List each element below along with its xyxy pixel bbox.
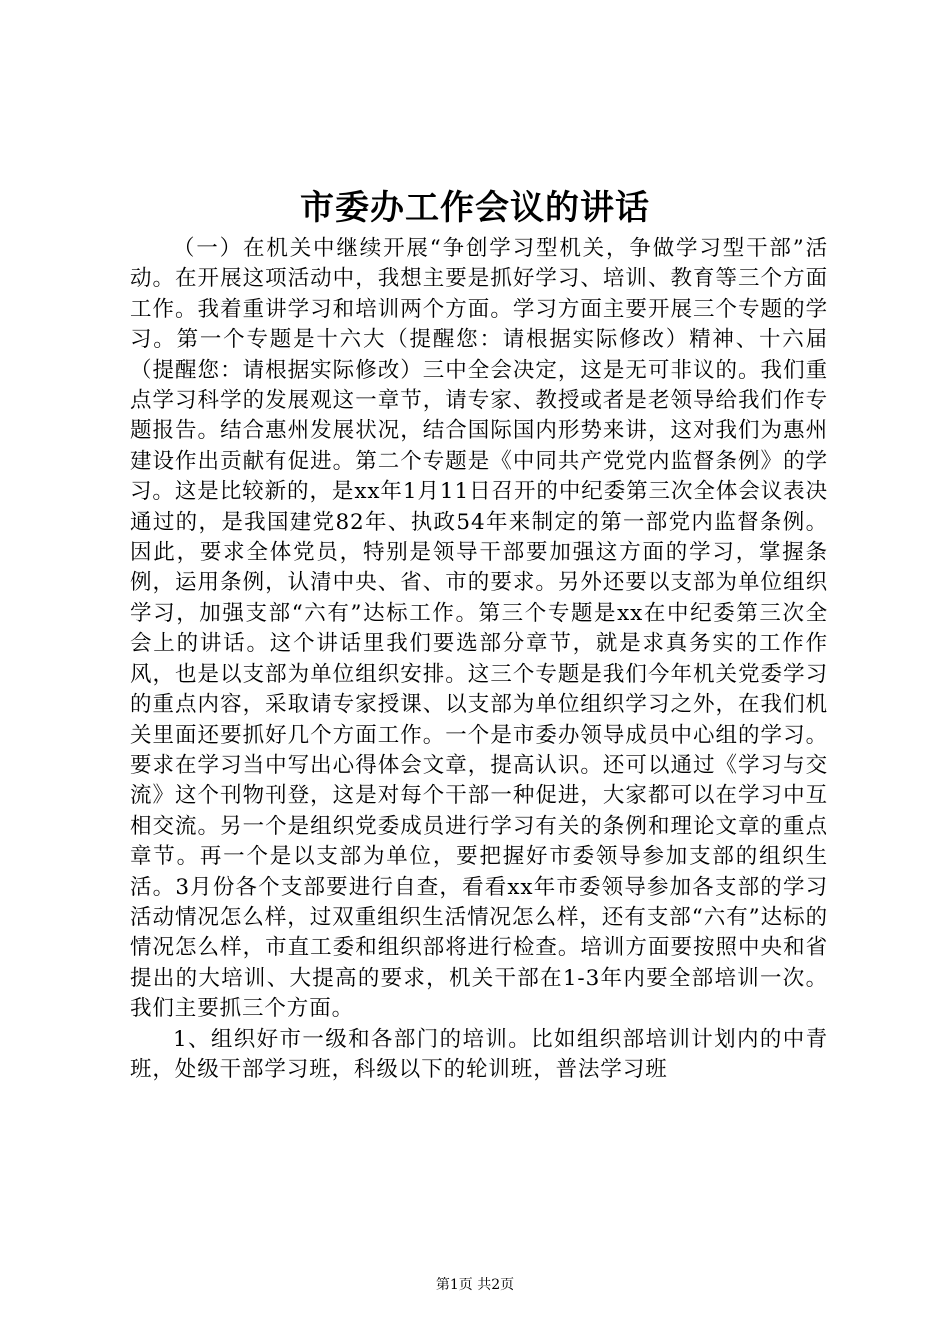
document-body (130, 234, 828, 1085)
paragraph-1: （一）在机关中继续开展“争创学习型机关，争做学习型干部”活动。在开展这项活动中，我想主要是抓好学习、培训、教育等三个方面工作。我着重讲学习和培训两个方面。学习方面主要开展三个专题的学习。第一个专题是十六大（提醒您：请根据实际修改）精神、十六届（提醒您：请根据实际修改）三中全会决定，这是无可非议的。我们重点学习科学的发展观这一章节，请专家、教授或者是老领导给我们作专题报告。结合惠州发展状况，结合国际国内形势来讲，这对我们为惠州建设作出贡献有促进。第二个专题是《中同共产党党内监督条例》的学习。这是比较新的，是xx年1月11日召开的中纪委第三次全体会议表决通过的，是我国建党82年、执政54年来制定的第一部党内监督条例。因此，要求全体党员，特别是领导干部要加强这方面的学习，掌握条例，运用条例，认清中央、省、市的要求。另外还要以支部为单位组织学习，加强支部“六有”达标工作。第三个专题是xx在中纪委第三次全会上的讲话。这个讲话里我们要选部分章节，就是求真务实的工作作风，也是以支部为单位组织安排。这三个专题是我们今年机关党委学习的重点内容，采取请专家授课、以支部为单位组织学习之外，在我们机关里面还要抓好几个方面工作。一个是市委办领导成员中心组的学习。要求在学习当中写出心得体会文章，提高认识。还可以通过《学习与交流》这个刊物刊登，这是对每个干部一种促进，大家都可以在学习中互相交流。另一个是组织党委成员进行学习有关的条例和理论文章的重点章节。再一个是以支部为单位，要把握好市委领导参加支部的组织生活。3月份各个支部要进行自查，看看xx年市委领导参加各支部的学习活动情况怎么样，过双重组织生活情况怎么样，还有支部“六有”达标的情况怎么样，市直工委和组织部将进行检查。培训方面要按照中央和省提出的大培训、大提高的要求，机关干部在1-3年内要全部培训一次。我们主要抓三个方面。 (130, 236, 828, 1022)
page-footer: 第1页 共2页 (435, 1277, 515, 1293)
paragraph-2: 1、组织好市一级和各部门的培训。比如组织部培训计划内的中青班，处级干部学习班，科级以下的轮训班，普法学习班 (130, 1026, 828, 1082)
document-title: 市委办工作会议的讲话 (300, 188, 650, 228)
